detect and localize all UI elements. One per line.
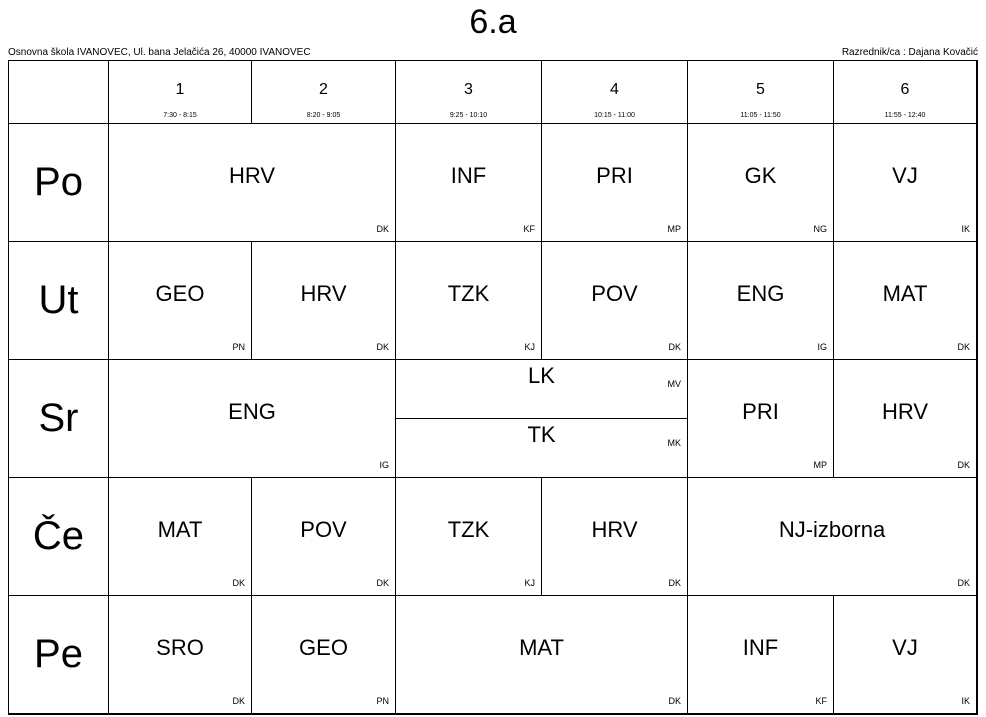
lesson-cell — [834, 124, 977, 242]
period-time: 9:25 - 10:10 — [449, 112, 488, 119]
subject-name: POV — [300, 517, 347, 542]
period-header — [834, 61, 977, 124]
timetable-grid — [8, 60, 978, 715]
teacher-code: MV — [667, 379, 681, 389]
period-header — [542, 61, 688, 124]
teacher-code: DK — [668, 696, 681, 706]
teacher-code: KJ — [524, 578, 535, 588]
day-label: Pe — [9, 596, 109, 714]
period-number: 2 — [319, 81, 328, 98]
subject-name: HRV — [591, 517, 638, 542]
subject-name: INF — [450, 163, 487, 188]
lesson-cell — [834, 360, 977, 478]
class-title: 6.a — [469, 3, 517, 41]
teacher-code: IK — [961, 696, 970, 706]
lesson-cell — [688, 596, 834, 714]
period-number: 6 — [900, 81, 910, 98]
subject-name: TZK — [447, 517, 490, 542]
subject-name: GEO — [299, 635, 348, 660]
corner-cell — [9, 61, 109, 124]
lesson-cell — [396, 596, 688, 714]
period-number: 3 — [464, 81, 473, 98]
lesson-cell — [688, 478, 977, 596]
lesson-cell — [109, 360, 396, 478]
period-time: 8:20 - 9:05 — [306, 112, 341, 119]
day-label: Po — [9, 124, 109, 242]
lesson-cell — [252, 478, 396, 596]
period-header — [688, 61, 834, 124]
subject-name: GK — [744, 163, 777, 188]
teacher-code: NG — [813, 224, 827, 234]
teacher-code: IG — [379, 460, 389, 470]
teacher-code: MK — [667, 438, 681, 448]
lesson-cell — [396, 360, 688, 419]
subject-name: VJ — [892, 635, 918, 660]
period-number: 1 — [175, 81, 185, 98]
period-number: 5 — [756, 81, 765, 98]
lesson-cell — [542, 478, 688, 596]
lesson-cell — [834, 596, 977, 714]
subject-name: MAT — [157, 517, 203, 542]
teacher-code: IG — [817, 342, 827, 352]
period-number: 4 — [610, 81, 619, 98]
subject-name: TK — [527, 422, 556, 447]
lesson-cell — [688, 360, 834, 478]
subject-name: HRV — [300, 281, 347, 306]
teacher-code: DK — [668, 342, 681, 352]
teacher-code: DK — [376, 342, 389, 352]
lesson-cell — [109, 478, 252, 596]
homeroom-teacher: Razrednik/ca : Dajana Kovačić — [841, 47, 978, 58]
teacher-code: KF — [815, 696, 827, 706]
teacher-code: MP — [667, 224, 681, 234]
lesson-cell — [396, 242, 542, 360]
lesson-cell — [834, 242, 977, 360]
teacher-code: DK — [957, 460, 970, 470]
subject-name: PRI — [742, 399, 779, 424]
subject-name: ENG — [736, 281, 785, 306]
lesson-cell — [396, 419, 688, 478]
subject-name: MAT — [882, 281, 928, 306]
teacher-code: KF — [523, 224, 535, 234]
subject-name: LK — [528, 363, 555, 388]
lesson-cell — [109, 124, 396, 242]
period-time: 7:30 - 8:15 — [163, 112, 197, 119]
teacher-code: DK — [376, 578, 389, 588]
period-time: 11:55 - 12:40 — [884, 112, 926, 119]
teacher-code: DK — [668, 578, 681, 588]
period-time: 10:15 - 11:00 — [594, 112, 635, 119]
period-header — [252, 61, 396, 124]
teacher-code: DK — [957, 578, 970, 588]
lesson-cell — [109, 596, 252, 714]
teacher-code: PN — [376, 696, 389, 706]
subject-name: HRV — [228, 163, 276, 188]
teacher-code: DK — [957, 342, 970, 352]
subject-name: MAT — [519, 635, 564, 660]
subject-name: NJ-izborna — [778, 517, 886, 542]
subject-name: PRI — [596, 163, 633, 188]
subject-name: INF — [742, 635, 779, 660]
subject-name: POV — [591, 281, 638, 306]
day-label: Sr — [9, 360, 109, 478]
subject-name: HRV — [881, 399, 929, 424]
subject-name: SRO — [156, 635, 204, 660]
period-header — [396, 61, 542, 124]
teacher-code: DK — [232, 578, 245, 588]
lesson-cell — [109, 242, 252, 360]
teacher-code: DK — [376, 224, 389, 234]
teacher-code: IK — [961, 224, 970, 234]
lesson-cell — [396, 478, 542, 596]
lesson-cell — [252, 596, 396, 714]
subject-name: TZK — [447, 281, 490, 306]
lesson-cell — [396, 124, 542, 242]
subject-name: ENG — [228, 399, 276, 424]
lesson-cell — [542, 242, 688, 360]
subject-name: GEO — [155, 281, 205, 306]
teacher-code: PN — [232, 342, 245, 352]
teacher-code: DK — [232, 696, 245, 706]
school-info: Osnovna škola IVANOVEC, Ul. bana Jelačića 26, 40000 IVANOVEC — [8, 47, 311, 58]
subject-name: VJ — [892, 163, 918, 188]
lesson-cell — [688, 124, 834, 242]
day-label: Če — [9, 478, 109, 596]
lesson-cell — [252, 242, 396, 360]
period-time: 11:05 - 11:50 — [740, 112, 781, 119]
period-header — [109, 61, 252, 124]
lesson-cell — [542, 124, 688, 242]
day-label: Ut — [9, 242, 109, 360]
teacher-code: KJ — [524, 342, 535, 352]
teacher-code: MP — [813, 460, 827, 470]
lesson-cell — [688, 242, 834, 360]
